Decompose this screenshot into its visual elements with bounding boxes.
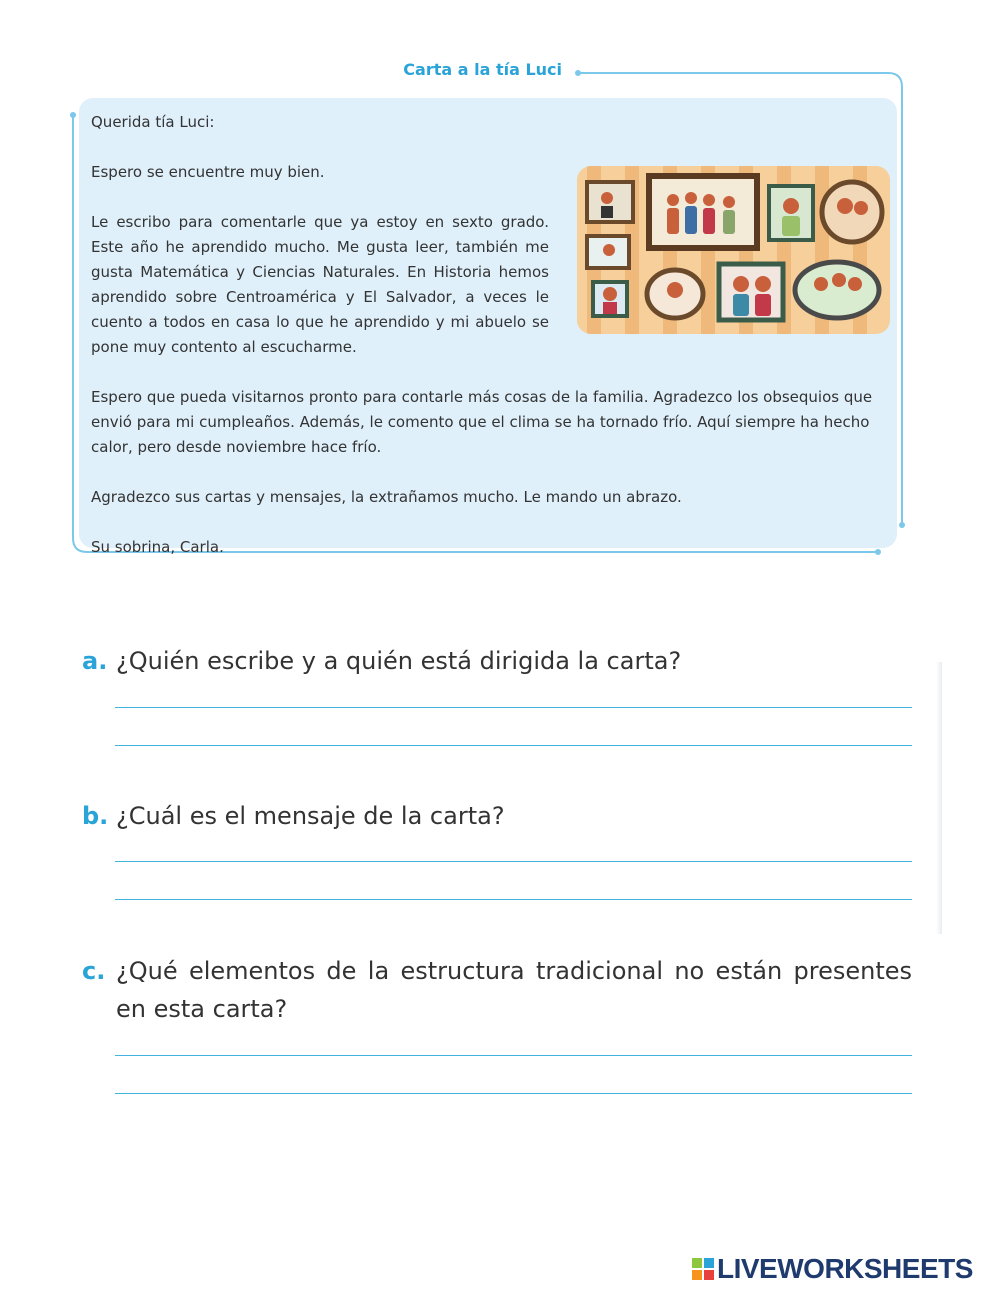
letter-paragraph-3: Espero que pueda visitarnos pronto para contarle más cosas de la familia. Agradezco los obsequios que envió para mi cumpleaños. Además, le comento que el clima se ha tornado frío. Aquí siempre ha hecho calor, pero desde noviembre hace frío.	[91, 388, 873, 456]
family-portraits-illustration	[577, 166, 890, 334]
letter-title: Carta a la tía Luci	[403, 60, 562, 79]
answer-line-c2[interactable]	[115, 1093, 912, 1094]
answer-line-b1[interactable]	[115, 861, 912, 862]
question-a	[82, 642, 912, 680]
question-b-text: ¿Cuál es el mensaje de la carta?	[116, 802, 505, 830]
letter-box	[79, 98, 897, 556]
question-b	[82, 797, 912, 835]
question-a-text: ¿Quién escribe y a quién está dirigida la carta?	[116, 647, 682, 675]
answer-line-a1[interactable]	[115, 707, 912, 708]
question-c-letter: c.	[82, 957, 106, 985]
question-b-letter: b.	[82, 802, 109, 830]
liveworksheets-logo-text: LIVEWORKSHEETS	[717, 1253, 973, 1284]
liveworksheets-logo	[692, 1254, 973, 1284]
letter-closing: Su sobrina, Carla.	[91, 538, 224, 556]
liveworksheets-logo-icon	[692, 1258, 714, 1280]
question-c-text: ¿Qué elementos de la estructura tradicional no están presentes en esta carta?	[116, 957, 912, 1023]
page-edge-shadow	[936, 662, 942, 934]
question-c	[82, 952, 912, 1028]
letter-paragraph-2: Le escribo para comentarle que ya estoy en sexto grado. Este año he aprendido mucho. Me gusta leer, también me gusta Matemática y Ciencias Naturales. En Historia hemos aprendido sobre Centroamérica y El Salvador, a veces le cuento a todos en casa lo que he aprendido y mi abuelo se pone muy contento al escucharme.	[91, 213, 549, 356]
letter-paragraph-4: Agradezco sus cartas y mensajes, la extrañamos mucho. Le mando un abrazo.	[91, 488, 682, 506]
letter-body	[91, 110, 888, 560]
answer-line-a2[interactable]	[115, 745, 912, 746]
question-a-letter: a.	[82, 647, 108, 675]
letter-paragraph-1: Espero se encuentre muy bien.	[91, 163, 325, 181]
answer-line-b2[interactable]	[115, 899, 912, 900]
answer-line-c1[interactable]	[115, 1055, 912, 1056]
letter-greeting: Querida tía Luci:	[91, 113, 215, 131]
